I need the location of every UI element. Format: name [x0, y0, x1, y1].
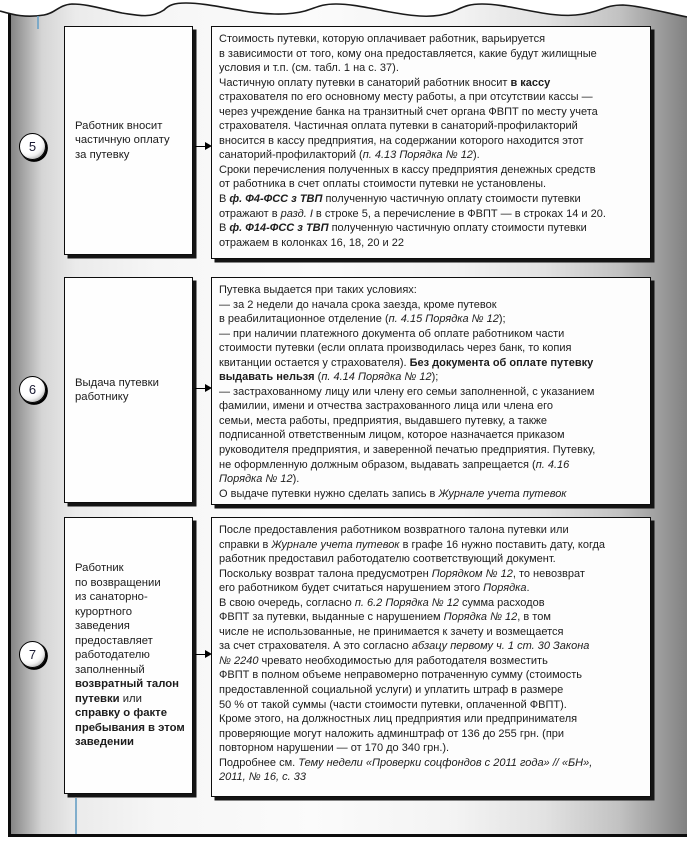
step-7-content: После предоставления работником возвратного талона путевки или справки в Журнале учета путевок в графе 16 нужно поставить дату, когда работник предоставил работодателю соответствующий документ. Поскольку возврат талона предусмотрен Порядком № 12, то невозврат его работником будет считаться нарушением этого Порядка. В свою очередь, согласно п. 6.2 Порядка № 12 сумма расходов ФВПТ за путевки, выданные с нарушением Порядка № 12, в том числе не использованные, не принимается к зачету и возмещается за счет страхователя. А это согласно абзацу первому ч. 1 ст. 30 Закона № 2240 чревато необходимостью для работодателя возместить ФВПТ в полном объеме неправомерно потраченную сумму (стоимость предоставленной социальной услуги) и уплатить штраф в размере 50 % от такой суммы (части стоимости путевки, оплаченной ФВПТ). Кроме этого, на должностных лиц предприятия или предпринимателя проверяющие могут наложить админштраф от 136 до 255 грн. (при повторном нарушении — от 170 до 340 грн.). Подробнее см. Тему недели «Проверки соцфондов с 2011 года» // «БН», 2011, № 16, с. 33 [219, 524, 606, 784]
step-5-number-badge [19, 133, 46, 160]
step-5-label-box [64, 26, 193, 255]
step-number: 5 [28, 139, 37, 154]
step-6-content: Путевка выдается при таких условиях: — за 2 недели до начала срока заезда, кроме путевок в реабилитационное отделение (п. 4.15 Порядка № 12); — при наличии платежного документа об оплате работником части стоимости путевки (если оплата производилась через банк, то копия квитанции остается у страхователя). Без документа об оплате путевку выдавать нельзя (п. 4.14 Порядка № 12); — застрахованному лицу или члену его семьи заполненной, с указанием фамилии, имени и отчества застрахованного лица или члена его семьи, места работы, предприятия, выдавшего путевку, а также подписанной ответственным лицом, которое назначается приказом руководителя предприятия, и заверенной печатью предприятия. Путевку, не оформленную должным образом, выдавать запрещается (п. 4.16 Порядка № 12). О выдаче путевки нужно сделать запись в Журнале учета путевок [219, 284, 596, 500]
step-6-label: Выдача путевки работнику [75, 376, 159, 403]
step-7-label: Работник по возвращении из санаторно- курортного заведения предоставляет работодателю заполненный возвратный талон путевки или справку о факте пребывания в этом заведении [75, 562, 185, 749]
scan-artifact-line [37, 16, 39, 29]
step-6-content-box [211, 277, 651, 505]
step-5-content: Стоимость путевки, которую оплачивает работник, варьируется в зависимости от того, кому она предоставляется, какие будут жилищные условия и т.п. (см. табл. 1 на с. 37). Частичную оплату путевки в санаторий работник вносит в кассу страхователя по его основному месту работы, а при отсутствии кассы — через учреждение банка на транзитный счет органа ФВПТ по месту учета страхователя. Частичная оплата путевки в санаторий-профилакторий вносится в кассу предприятия, на содержании которого находится этот санаторий-профилакторий (п. 4.13 Порядка № 12). Сроки перечисления полученных в кассу предприятия денежных средств от работника в счет оплаты стоимости путевки не установлены. В ф. Ф4-ФСС з ТВП полученную частичную оплату стоимости путевки отражают в разд. I в строке 5, а перечисление в ФВПТ — в строках 14 и 20. В ф. Ф14-ФСС з ТВП полученную частичную оплату стоимости путевки отражаем в колонках 16, 18, 20 и 22 [219, 33, 606, 249]
step-number: 6 [28, 382, 37, 397]
step-5-content-box [211, 26, 651, 259]
page-left-border [8, 14, 11, 837]
step-6-label-box [64, 277, 193, 503]
step-6-number-badge [19, 376, 46, 403]
step-7-label-box [64, 517, 193, 794]
step-number: 7 [28, 647, 37, 662]
step-5-label: Работник вносит частичную оплату за путевку [75, 119, 170, 161]
step-7-number-badge [19, 641, 46, 668]
arrow-right-icon [195, 142, 212, 151]
arrow-right-icon [195, 384, 212, 393]
page-bottom-border [8, 834, 687, 837]
step-7-content-box [211, 517, 651, 797]
arrow-right-icon [195, 650, 212, 659]
scan-artifact-line [75, 798, 77, 834]
